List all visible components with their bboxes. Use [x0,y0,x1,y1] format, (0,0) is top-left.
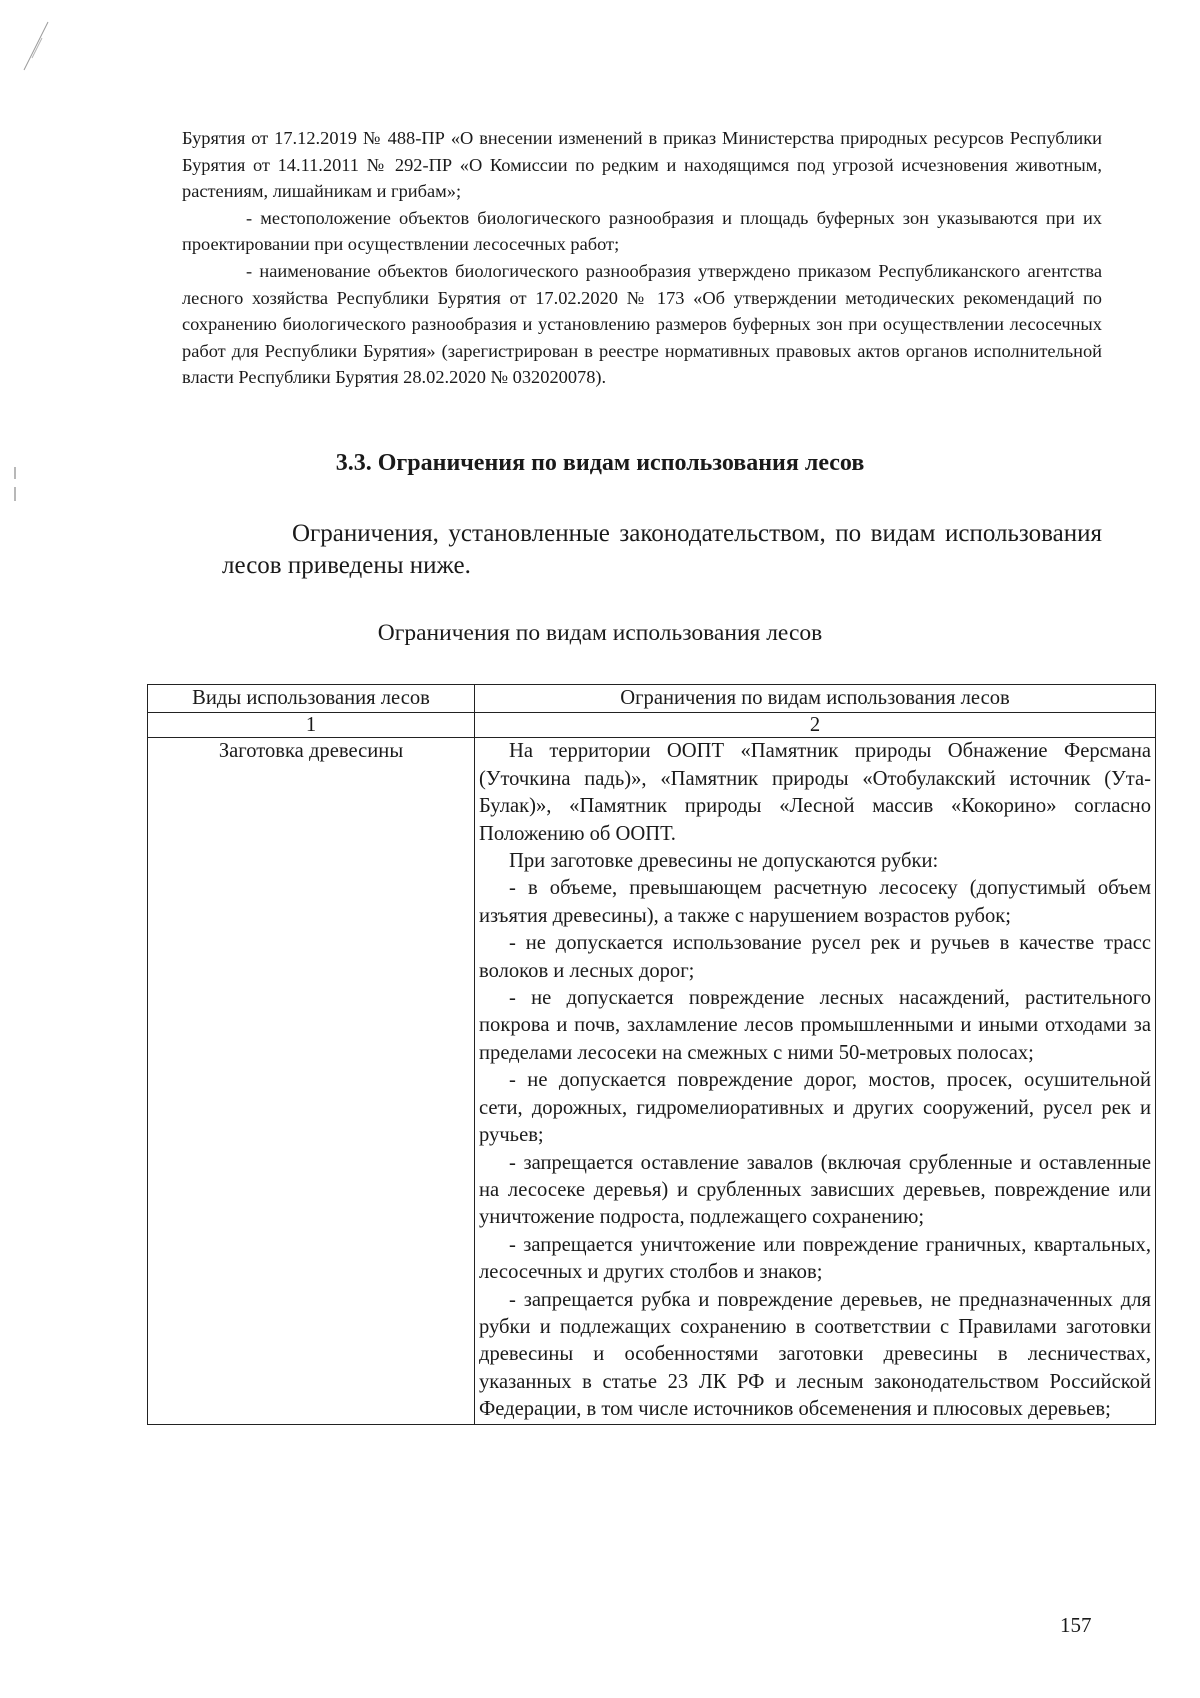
scan-stroke-mark [18,18,58,78]
column-number: 2 [475,713,1156,738]
restriction-item: - не допускается использование русел рек и ручьев в качестве трасс волоков и лесных дорог; [479,932,1151,982]
intro-paragraph: - местоположение объектов биологического разнообразия и площадь буферных зон указываются при их проектировании при осуществлении лесосечных работ; [182,207,1102,255]
restriction-item: - не допускается повреждение лесных насаждений, растительного покрова и почв, захламление лесов промышленными и иными отходами за пределами лесосеки на смежных с ними 50-метровых полосах; [479,987,1151,1064]
intro-text [182,125,1102,391]
intro-paragraph: - наименование объектов биологического разнообразия утверждено приказом Республиканского агентства лесного хозяйства Республики Бурятия от 17.02.2020 № 173 «Об утверждении методических рекомендаций по сохранению биологического разнообразия и установлению размеров буферных зон при осуществлении лесосечных работ для Республики Бурятия» (зарегистрирован в реестре нормативных правовых актов органов исполнительной власти Республики Бурятия 28.02.2020 № 032020078). [182,260,1102,388]
page-number: 157 [1060,1613,1092,1637]
column-number-row [148,713,1156,738]
header-restrictions: Ограничения по видам использования лесов [475,685,1156,713]
restriction-item: - в объеме, превышающем расчетную лесосеку (допустимый объем изъятия древесины), а также с нарушением возрастов рубок; [479,877,1151,927]
restriction-item: - запрещается уничтожение или повреждение граничных, квартальных, лесосечных и других столбов и знаков; [479,1233,1151,1284]
restrictions-table [147,684,1156,1425]
restriction-item: - запрещается оставление завалов (включая срубленные и оставленные на лесосеке деревья) и срубленных зависших деревьев, повреждение или уничтожение подроста, подлежащего сохранению; [479,1151,1151,1229]
column-number: 1 [148,713,475,738]
use-type-cell: Заготовка древесины [148,738,475,1424]
table-row [148,738,1156,1424]
restriction-item: - запрещается рубка и повреждение деревьев, не предназначенных для рубки и подлежащих сохранению в соответствии с Правилами заготовки древесины и особенностями заготовки древесины в лесничествах, указанных в статье 23 ЛК РФ и лесным законодательством Российской Федерации, в том числе источников обсеменения и плюсовых деревьев; [479,1288,1151,1421]
intro-paragraph: Бурятия от 17.12.2019 № 488-ПР «О внесении изменений в приказ Министерства природных ресурсов Республики Бурятия от 14.11.2011 № 292-ПР «О Комиссии по редким и находящимся под угрозой исчезновения животным, растениям, лишайникам и грибам»; [182,128,1102,202]
table-caption: Ограничения по видам использования лесов [377,620,823,646]
section-lead-paragraph: Ограничения, установленные законодательством, по видам использования лесов приведены ниже. [222,520,1102,579]
section-heading: 3.3. Ограничения по видам использования лесов [335,450,865,476]
header-use-type: Виды использования лесов [148,685,475,713]
restrictions-cell [475,738,1156,1424]
restriction-item: На территории ООПТ «Памятник природы Обнажение Ферсмана (Уточкина падь)», «Памятник природы «Отобулакский источник (Ута-Булак)», «Памятник природы «Лесной массив «Кокорино» согласно Положению об ООПТ. [479,740,1151,845]
table-header-row [148,685,1156,713]
restriction-item: При заготовке древесины не допускаются рубки: [509,850,939,873]
restriction-item: - не допускается повреждение дорог, мостов, просек, осушительной сети, дорожных, гидромелиоративных и других сооружений, русел рек и ручьев; [479,1069,1151,1147]
